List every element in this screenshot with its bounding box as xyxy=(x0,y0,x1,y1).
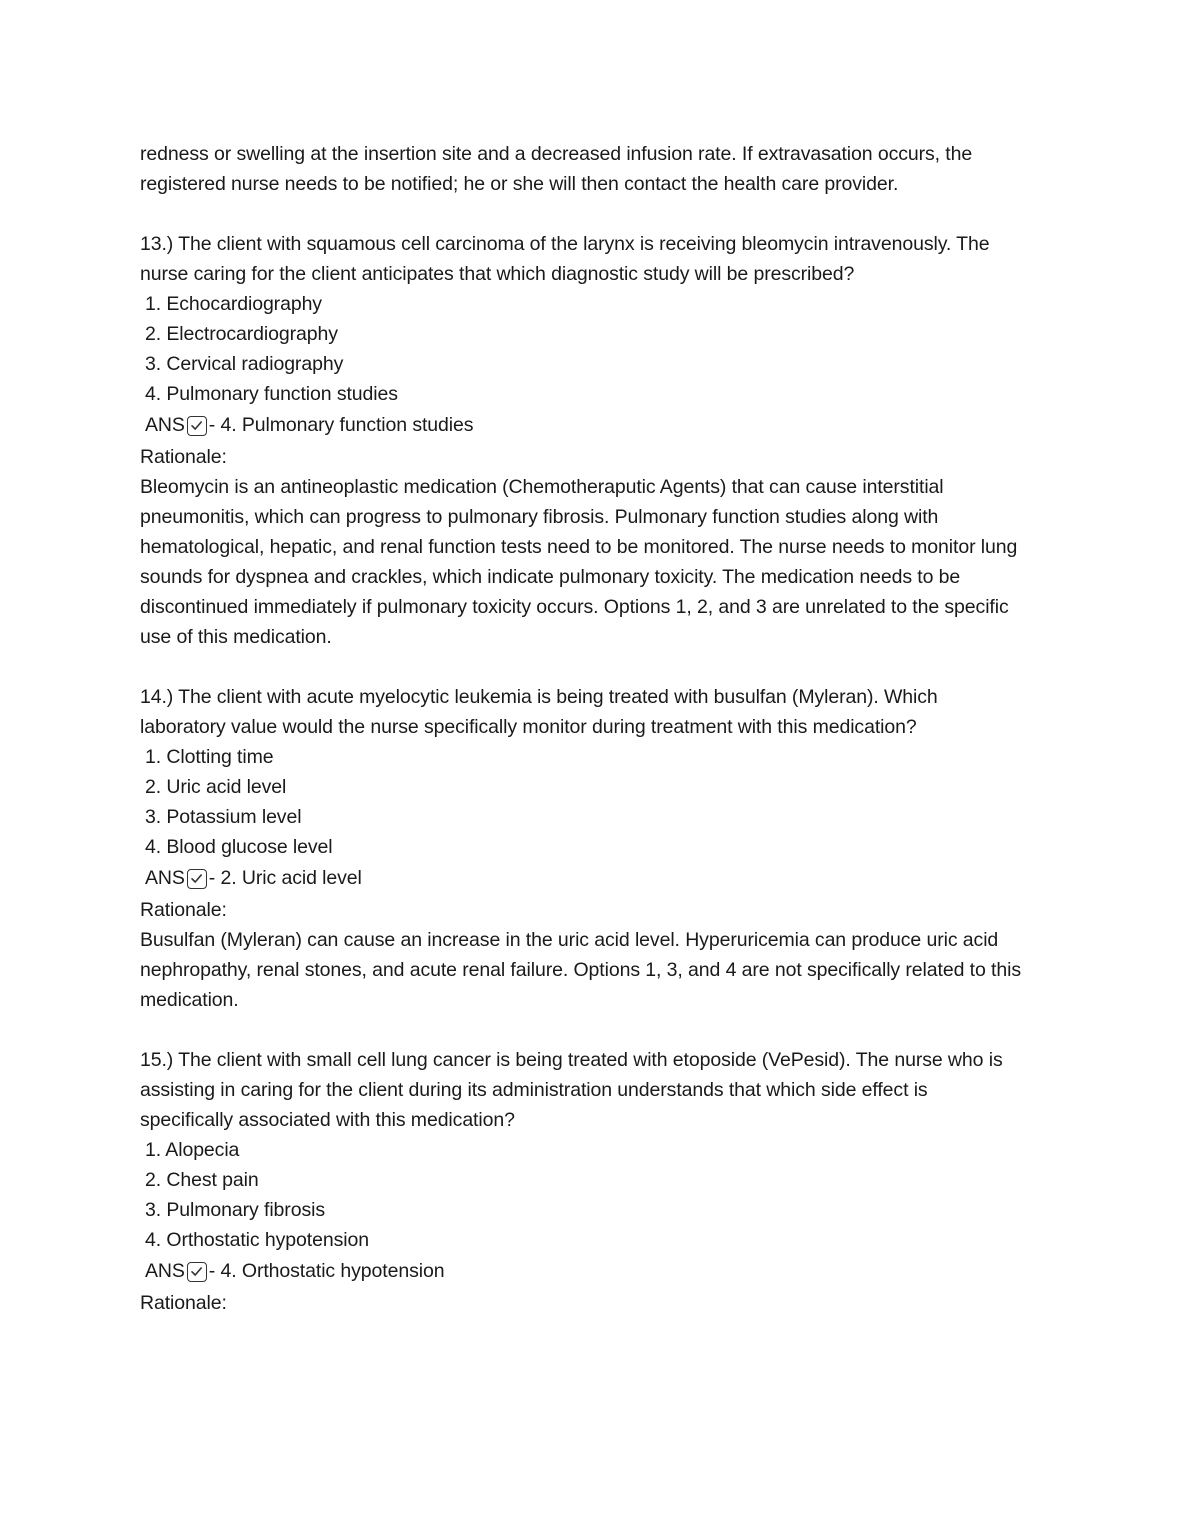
question-stem-line: specifically associated with this medication? xyxy=(140,1109,515,1131)
rationale-line: discontinued immediately if pulmonary toxicity occurs. Options 1, 2, and 3 are unrelated to the specific xyxy=(140,596,1009,618)
question-stem-line: nurse caring for the client anticipates that which diagnostic study will be prescribed? xyxy=(140,263,855,285)
question-stem-line: laboratory value would the nurse specifically monitor during treatment with this medication? xyxy=(140,716,917,738)
checkbox-check-icon xyxy=(187,869,207,889)
answer-option: 1. Echocardiography xyxy=(145,293,322,315)
answer-option: 3. Potassium level xyxy=(145,806,302,828)
text-line: redness or swelling at the insertion site and a decreased infusion rate. If extravasation occurs, the xyxy=(140,143,973,165)
answer-option: 3. Cervical radiography xyxy=(145,353,344,375)
question-13 xyxy=(140,229,1060,652)
answer-option: 4. Blood glucose level xyxy=(145,836,333,858)
answer-option: 2. Electrocardiography xyxy=(145,323,338,345)
answer-line xyxy=(140,409,1060,442)
intro-paragraph xyxy=(140,139,1060,199)
ans-label: ANS xyxy=(145,1260,185,1282)
text-line: registered nurse needs to be notified; he or she will then contact the health care provider. xyxy=(140,173,899,195)
question-stem-line: assisting in caring for the client during its administration understands that which side effect is xyxy=(140,1079,928,1101)
rationale-label: Rationale: xyxy=(140,899,227,921)
document-page xyxy=(140,139,1060,1318)
question-14 xyxy=(140,682,1060,1015)
correct-answer: - 2. Uric acid level xyxy=(208,867,362,889)
rationale-line: medication. xyxy=(140,989,239,1011)
question-stem-line: 14.) The client with acute myelocytic leukemia is being treated with busulfan (Myleran). Which xyxy=(140,686,938,708)
rationale-line: use of this medication. xyxy=(140,626,332,648)
question-stem-line: 15.) The client with small cell lung cancer is being treated with etoposide (VePesid). The nurse who is xyxy=(140,1049,1003,1071)
question-15 xyxy=(140,1045,1060,1318)
rationale-line: hematological, hepatic, and renal function tests need to be monitored. The nurse needs to monitor lung xyxy=(140,536,1018,558)
ans-label: ANS xyxy=(145,414,185,436)
answer-option: 4. Pulmonary function studies xyxy=(145,383,398,405)
checkbox-check-icon xyxy=(187,1262,207,1282)
answer-option: 3. Pulmonary fibrosis xyxy=(145,1199,325,1221)
rationale-line: pneumonitis, which can progress to pulmonary fibrosis. Pulmonary function studies along with xyxy=(140,506,939,528)
question-stem-line: 13.) The client with squamous cell carcinoma of the larynx is receiving bleomycin intravenously. The xyxy=(140,233,990,255)
rationale-line: sounds for dyspnea and crackles, which indicate pulmonary toxicity. The medication needs to be xyxy=(140,566,961,588)
rationale-line: nephropathy, renal stones, and acute renal failure. Options 1, 3, and 4 are not specifically related to this xyxy=(140,959,1021,981)
checkbox-check-icon xyxy=(187,416,207,436)
correct-answer: - 4. Orthostatic hypotension xyxy=(208,1260,445,1282)
rationale-line: Bleomycin is an antineoplastic medication (Chemotheraputic Agents) that can cause interstitial xyxy=(140,476,944,498)
answer-option: 4. Orthostatic hypotension xyxy=(145,1229,369,1251)
answer-option: 2. Uric acid level xyxy=(145,776,287,798)
rationale-label: Rationale: xyxy=(140,446,227,468)
answer-option: 2. Chest pain xyxy=(145,1169,259,1191)
rationale-label: Rationale: xyxy=(140,1292,227,1314)
rationale-line: Busulfan (Myleran) can cause an increase in the uric acid level. Hyperuricemia can produce uric acid xyxy=(140,929,999,951)
answer-option: 1. Alopecia xyxy=(145,1139,240,1161)
answer-line xyxy=(140,862,1060,895)
answer-option: 1. Clotting time xyxy=(145,746,274,768)
correct-answer: - 4. Pulmonary function studies xyxy=(208,414,474,436)
answer-line xyxy=(140,1255,1060,1288)
ans-label: ANS xyxy=(145,867,185,889)
